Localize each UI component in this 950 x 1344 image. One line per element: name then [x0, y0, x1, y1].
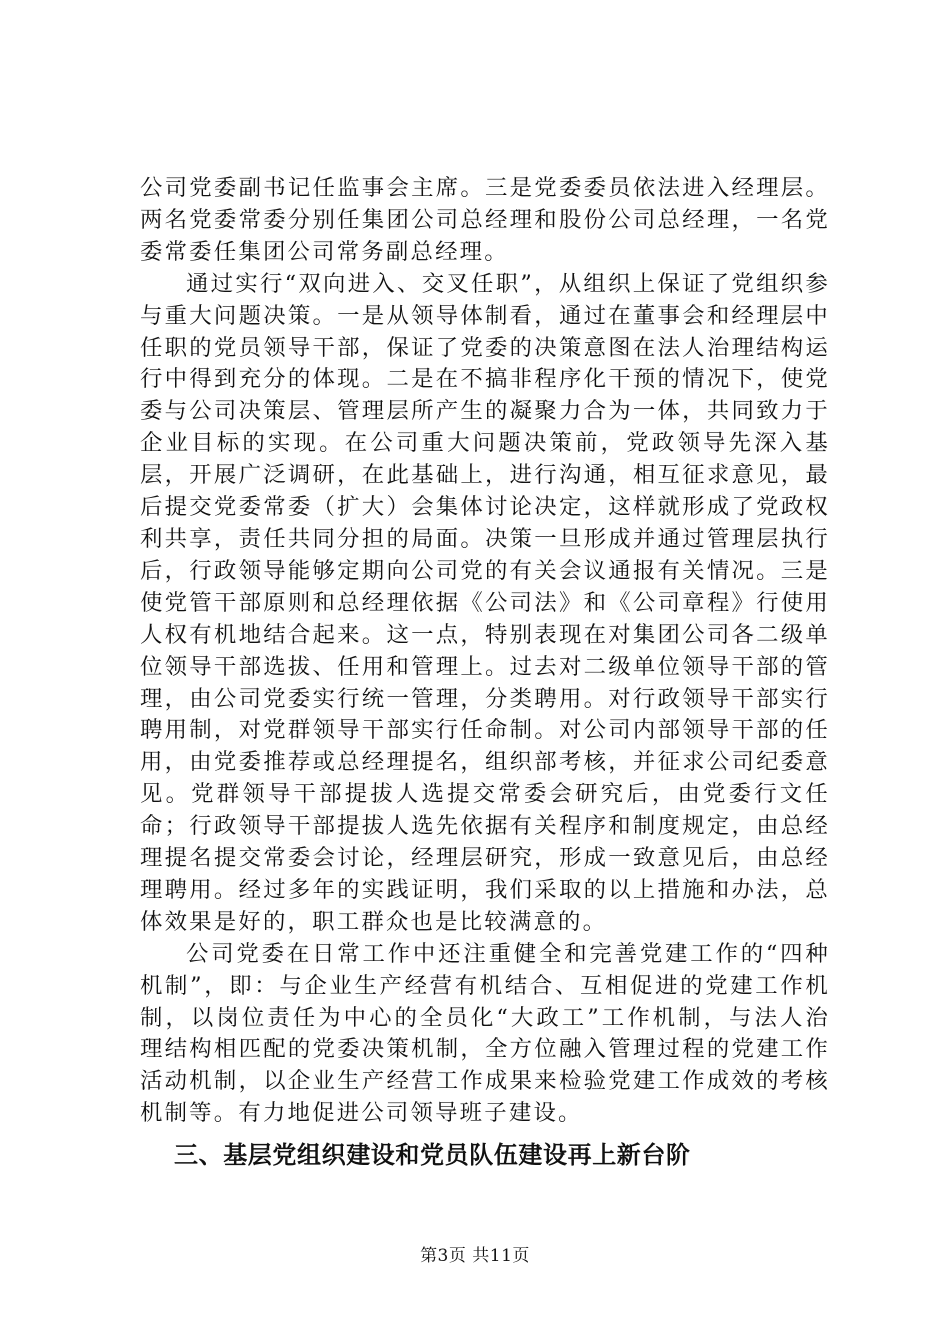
paragraph-1: 公司党委副书记任监事会主席。三是党委委员依法进入经理层。两名党委常委分别任集团公司总经理和股份公司总经理，一名党委常委任集团公司常务副总经理。	[140, 175, 830, 265]
page-footer: 第3页 共11页	[420, 1246, 530, 1266]
section-heading: 三、基层党组织建设和党员队伍建设再上新台阶	[174, 1141, 691, 1170]
document-body	[140, 173, 830, 1172]
paragraph-2: 通过实行“双向进入、交叉任职”，从组织上保证了党组织参与重大问题决策。一是从领导体制看，通过在董事会和经理层中任职的党员领导干部，保证了党委的决策意图在法人治理结构运行中得到充分的体现。二是在不搞非程序化干预的情况下，使党委与公司决策层、管理层所产生的凝聚力合为一体，共同致力于企业目标的实现。在公司重大问题决策前，党政领导先深入基层，开展广泛调研，在此基础上，进行沟通，相互征求意见，最后提交党委常委（扩大）会集体讨论决定，这样就形成了党政权利共享，责任共同分担的局面。决策一旦形成并通过管理层执行后，行政领导能够定期向公司党的有关会议通报有关情况。三是使党管干部原则和总经理依据《公司法》和《公司章程》行使用人权有机地结合起来。这一点，特别表现在对集团公司各二级单位领导干部选拔、任用和管理上。过去对二级单位领导干部的管理，由公司党委实行统一管理，分类聘用。对行政领导干部实行聘用制，对党群领导干部实行任命制。对公司内部领导干部的任用，由党委推荐或总经理提名，组织部考核，并征求公司纪委意见。党群领导干部提拔人选提交常委会研究后，由党委行文任命；行政领导干部提拔人选先依据有关程序和制度规定，由总经理提名提交常委会讨论，经理层研究，形成一致意见后，由总经理聘用。经过多年的实践证明，我们采取的以上措施和办法，总体效果是好的，职工群众也是比较满意的。	[140, 270, 830, 935]
paragraph-3: 公司党委在日常工作中还注重健全和完善党建工作的“四种机制”，即：与企业生产经营有机结合、互相促进的党建工作机制，以岗位责任为中心的全员化“大政工”工作机制，与法人治理结构相匹配的党委决策机制，全方位融入管理过程的党建工作活动机制，以企业生产经营工作成果来检验党建工作成效的考核机制等。有力地促进公司领导班子建设。	[140, 940, 830, 1127]
